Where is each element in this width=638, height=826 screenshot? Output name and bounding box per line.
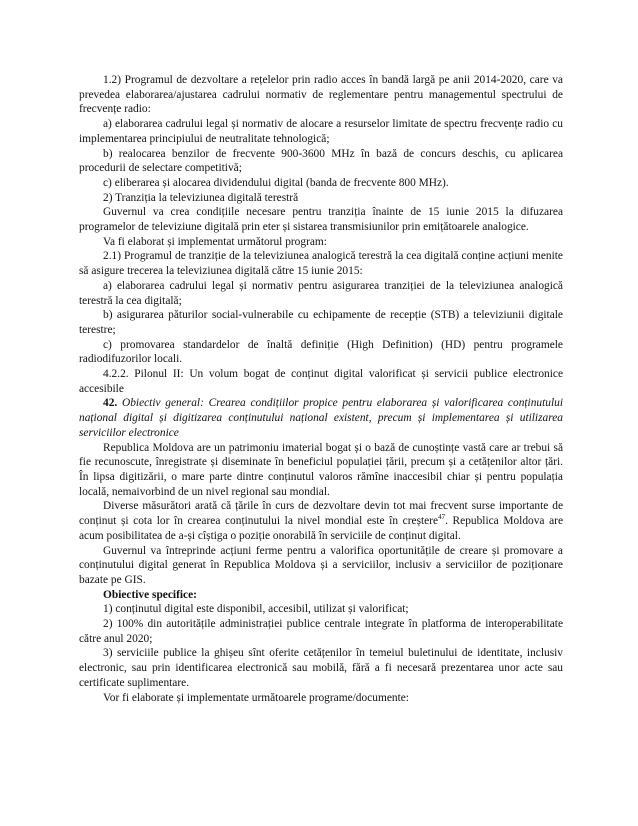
paragraph-item-b-stb: b) asigurarea păturilor social-vulnerabile cu echipamente de recepție (STB) a televiziunii digitale terestre; (79, 309, 563, 336)
paragraph-program-intro: Va fi elaborat și implementat următorul program: (103, 235, 327, 248)
paragraph-item-c-hd: c) promovarea standardelor de înaltă definiție (High Definition) (HD) pentru programele radiodifuzorilor locali. (79, 338, 563, 366)
paragraph-item-a-spectrum: a) elaborarea cadrului legal și normativ de alocare a resurselor limitate de spectru frecvențe radio cu implementarea principiului de neutralitate tehnologică; (79, 118, 563, 145)
paragraph-programs-intro: Vor fi elaborate și implementate următoarele programe/documente: (103, 691, 409, 704)
paragraph-pillar-two: 4.2.2. Pilonul II: Un volum bogat de conținut digital valorificat și servicii publice electronice accesibile (79, 368, 563, 395)
paragraph-government-actions: Guvernul va întreprinde acțiuni ferme pentru a valorifica oportunitățile de creare și promovare a conținutului digital generat în Republica Moldova și a serviciilor, inclusiv a serviciilor de poziționare bazate pe GIS. (79, 544, 563, 586)
paragraph-measurements (79, 499, 563, 543)
paragraph-heritage: Republica Moldova are un patrimoniu imaterial bogat și o bază de cunoștințe vastă care ar trebui să fie recunoscute, înregistrate și diseminate în beneficiul populației țării, precum și a cetățenilor altor țări. În lipsa digitizării, o mare parte dintre conținutul valoros rămîne inaccesibil chiar și pentru populația locală, nemaivorbind de un nivel regional sau mondial. (79, 441, 563, 498)
objective-number: 42. (103, 397, 118, 410)
paragraph-item-c-dividend: c) eliberarea și alocarea dividendului digital (banda de frecvente 800 MHz). (103, 176, 449, 189)
measurements-text-after: . Republica Moldova are acum posibilitatea de a-și cîștiga o poziție onorabilă în serviciile de conținut digital. (79, 515, 563, 542)
paragraph-broadband-program: 1.2) Programul de dezvoltare a rețelelor prin radio acces în bandă largă pe anii 2014-2020, care va prevedea elaborarea/ajustarea cadrului normativ de reglementare pentru managementul spectrului de frecvențe radio: (79, 74, 563, 116)
specific-objectives-heading: Obiective specifice: (103, 588, 197, 601)
paragraph-objective-2: 2) 100% din autoritățile administrației publice centrale integrate în platforma de interoperabilitate către anul 2020; (79, 618, 563, 645)
paragraph-tv-transition: 2) Tranziția la televiziunea digitală terestră (103, 191, 299, 204)
paragraph-item-b-bands: b) realocarea benzilor de frecvente 900-3600 MHz în bază de concurs deschis, cu aplicarea procedurii de selectare competitivă; (79, 147, 563, 175)
paragraph-transition-program: 2.1) Programul de tranziție de la televiziunea analogică terestră la cea digitală conține acțiuni menite să asigure trecerea la televiziunea digitală către 15 iunie 2015: (79, 250, 563, 278)
paragraph-general-objective (79, 396, 563, 440)
paragraph-item-a-legal: a) elaborarea cadrului legal și normativ pentru asigurarea tranziției de la televiziunea analogică terestră la cea digitală; (79, 279, 563, 307)
objective-text: Obiectiv general: Crearea condițiilor propice pentru elaborarea și valorificarea conținutului național digital și digitizarea conținutului național existent, precum și implementarea și utilizarea serviciilor electronice (79, 397, 563, 439)
paragraph-objective-1: 1) conținutul digital este disponibil, accesibil, utilizat și valorificat; (103, 603, 409, 616)
paragraph-objective-3: 3) serviciile publice la ghișeu sînt oferite cetățenilor în temeiul buletinului de identitate, inclusiv electronic, sau prin identificarea electronică sau mobilă, fără a fi necesară prezentarea unor acte sau certificate suplimentare. (79, 647, 563, 689)
document-page (79, 73, 563, 705)
footnote-ref: 47 (438, 513, 446, 522)
measurements-text-before: Diverse măsurători arată că țările în curs de dezvoltare devin tot mai frecvent surse importante de conținut și cota lor în crearea conținutului la nivel mondial este în creștere (79, 500, 563, 528)
paragraph-government-conditions: Guvernul va crea condițiile necesare pentru tranziția înainte de 15 iunie 2015 la difuzarea programelor de televiziune digitală prin eter și sistarea transmisiunilor prin emițătoarele analogice. (79, 206, 563, 234)
